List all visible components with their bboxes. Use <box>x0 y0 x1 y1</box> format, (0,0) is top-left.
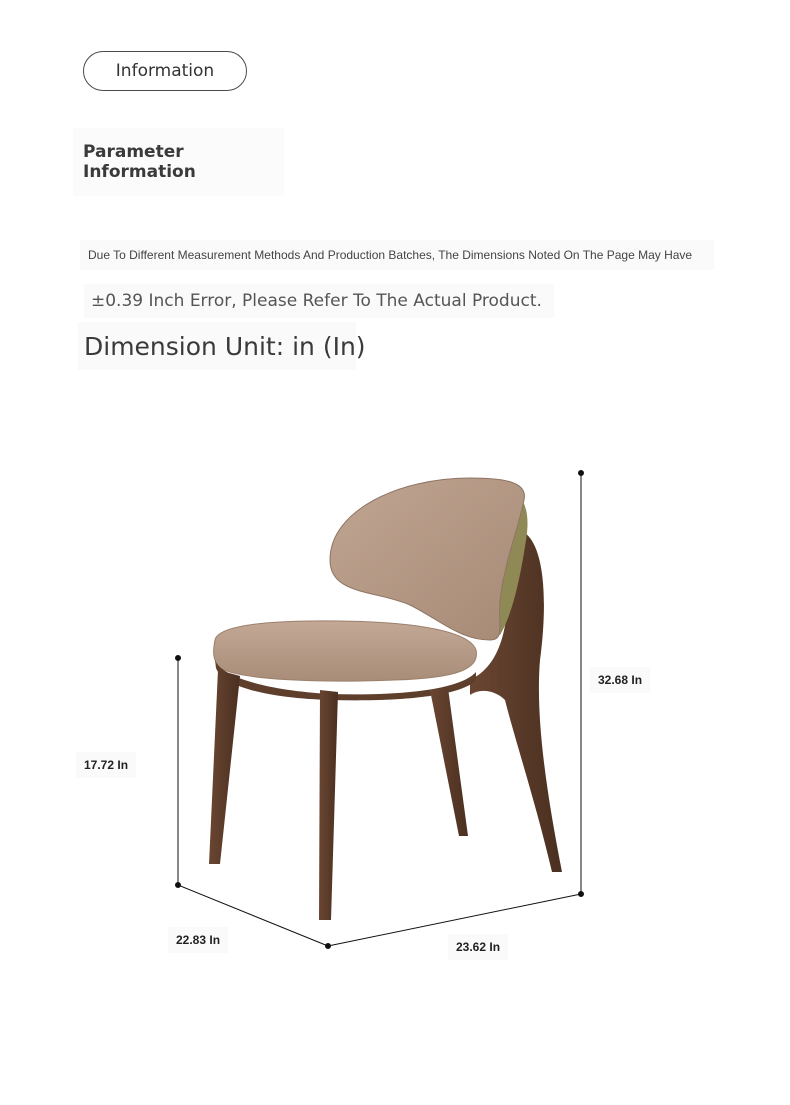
seat-height-label: 17.72 In <box>76 752 136 778</box>
measurement-notice-line-2: ±0.39 Inch Error, Please Refer To The Actual Product. <box>84 284 554 318</box>
chair-backrest <box>330 478 524 640</box>
chair-leg-front-center <box>319 690 338 920</box>
depth-label: 22.83 In <box>168 927 228 953</box>
width-label: 23.62 In <box>448 934 508 960</box>
chair-leg-rear-right <box>430 688 468 836</box>
section-heading: Parameter Information <box>73 128 284 196</box>
measurement-notice-line-1: Due To Different Measurement Methods And Production Batches, The Dimensions Noted On The Page May Have <box>80 240 714 270</box>
chair-leg-front-left <box>209 670 240 864</box>
dimension-unit-label: Dimension Unit: in (In) <box>78 322 356 370</box>
information-tab[interactable]: Information <box>83 51 247 91</box>
chair-seat <box>214 621 477 681</box>
total-height-label: 32.68 In <box>590 667 650 693</box>
chair-illustration <box>209 478 562 920</box>
